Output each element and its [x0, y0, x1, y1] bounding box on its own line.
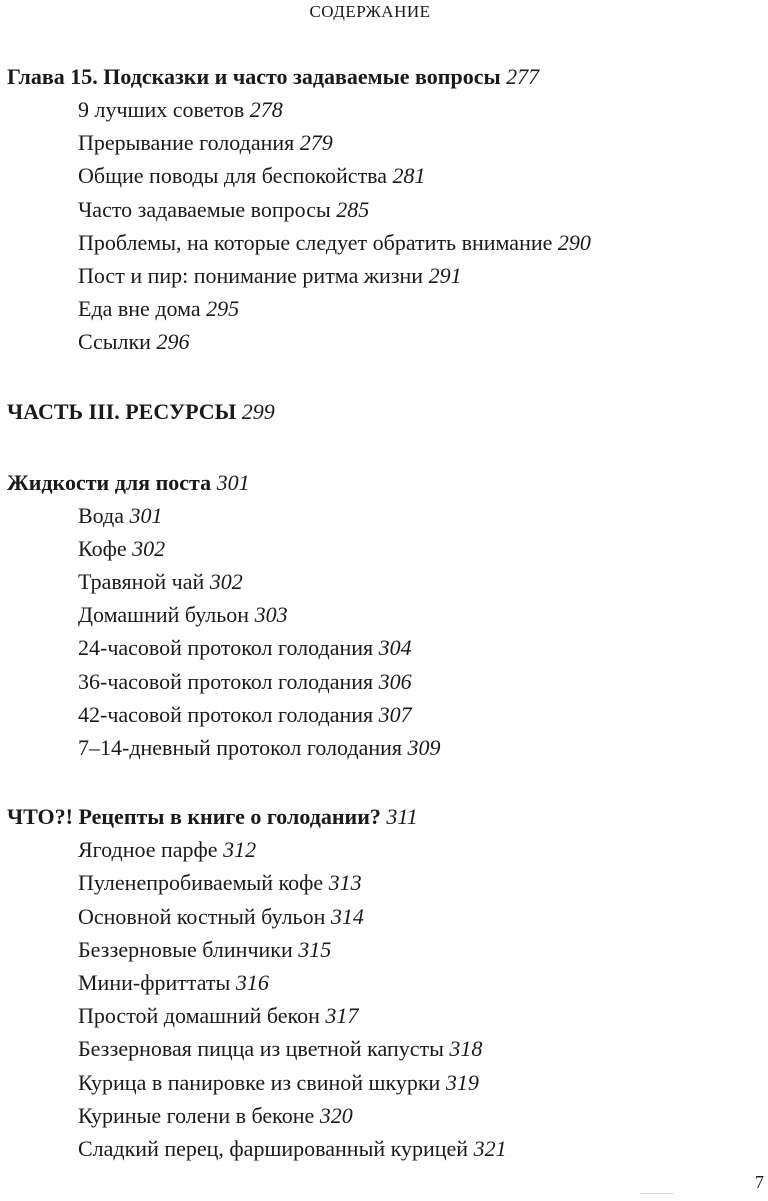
- page-number: 7: [755, 1172, 764, 1192]
- entry-title: Основной костный бульон: [78, 903, 326, 929]
- entry-page-number: 303: [254, 602, 288, 628]
- toc-entry: [0, 1132, 768, 1165]
- entry-title: Домашний бульон: [78, 602, 250, 628]
- toc-entry: [0, 631, 768, 664]
- entry-page-number: 281: [392, 163, 426, 189]
- entry-page-number: 318: [449, 1036, 483, 1062]
- toc-entry: [0, 665, 768, 698]
- toc-section-recipes: [0, 800, 768, 1165]
- toc-entry: [0, 1099, 768, 1132]
- entry-title: 42-часовой протокол голодания: [78, 701, 374, 727]
- entry-page-number: 301: [129, 502, 163, 528]
- toc-entry: [0, 900, 768, 933]
- heading-page-number: 299: [241, 398, 275, 424]
- toc-heading: [0, 395, 768, 428]
- entry-page-number: 316: [235, 970, 269, 996]
- entry-title: Кофе: [78, 535, 127, 561]
- entry-page-number: 295: [206, 296, 240, 322]
- entry-title: Общие поводы для беспокойства: [78, 163, 388, 189]
- entry-title: Прерывание голодания: [78, 130, 295, 156]
- entry-page-number: 278: [249, 97, 283, 122]
- toc-heading: [0, 466, 768, 499]
- heading-title: ЧАСТЬ III. РЕСУРСЫ: [7, 398, 237, 424]
- entry-page-number: 320: [319, 1102, 353, 1128]
- toc-entry: [0, 1032, 768, 1065]
- toc-entry: [0, 565, 768, 598]
- entry-page-number: 296: [156, 329, 190, 355]
- toc-entry: [0, 259, 768, 292]
- heading-page-number: 311: [386, 804, 418, 830]
- entry-page-number: 279: [299, 130, 333, 156]
- entry-page-number: 315: [298, 936, 332, 962]
- entry-title: Сладкий перец, фаршированный курицей: [78, 1136, 469, 1162]
- toc-entry: [0, 698, 768, 731]
- toc-section-chapter-15: [0, 60, 768, 359]
- entry-title: Проблемы, на которые следует обратить внимание: [78, 229, 553, 255]
- entry-page-number: 290: [557, 229, 591, 255]
- entry-page-number: 304: [378, 635, 412, 661]
- entry-page-number: 306: [378, 668, 412, 694]
- entry-title: Часто задаваемые вопросы: [78, 196, 331, 222]
- toc-entry: [0, 866, 768, 899]
- toc-entry: [0, 933, 768, 966]
- divider: [640, 1193, 674, 1194]
- entry-page-number: 314: [330, 903, 364, 929]
- entry-title: Еда вне дома: [78, 296, 201, 322]
- entry-title: Травяной чай: [78, 569, 205, 595]
- entry-page-number: 291: [428, 263, 462, 289]
- entry-page-number: 285: [336, 196, 370, 222]
- entry-title: Беззерновая пицца из цветной капусты: [78, 1036, 444, 1062]
- toc-entry: [0, 966, 768, 999]
- heading-title: Глава 15. Подсказки и часто задаваемые вопросы: [7, 64, 501, 89]
- entry-page-number: 321: [473, 1136, 507, 1162]
- entry-page-number: 313: [328, 870, 362, 896]
- entry-title: Пуленепробиваемый кофе: [78, 870, 324, 896]
- entry-title: Пост и пир: понимание ритма жизни: [78, 263, 424, 289]
- entry-title: Беззерновые блинчики: [78, 936, 293, 962]
- toc-entry: [0, 292, 768, 325]
- running-head: СОДЕРЖАНИЕ: [309, 2, 431, 21]
- toc-entry: [0, 999, 768, 1032]
- toc-entry: [0, 159, 768, 192]
- toc-entry: [0, 532, 768, 565]
- entry-title: Курица в панировке из свиной шкурки: [78, 1069, 441, 1095]
- entry-title: Ссылки: [78, 329, 151, 355]
- heading-title: ЧТО?! Рецепты в книге о голодании?: [7, 804, 381, 830]
- entry-title: Куриные голени в беконе: [78, 1102, 315, 1128]
- toc-entry: [0, 193, 768, 226]
- entry-title: 24-часовой протокол голодания: [78, 635, 374, 661]
- toc-entry: [0, 325, 768, 358]
- entry-title: Ягодное парфе: [78, 837, 218, 863]
- entry-title: Простой домашний бекон: [78, 1003, 320, 1029]
- entry-title: 36-часовой протокол голодания: [78, 668, 374, 694]
- entry-title: 9 лучших советов: [78, 97, 245, 122]
- entry-page-number: 302: [209, 569, 243, 595]
- toc-section-fasting-fluids: [0, 466, 768, 765]
- toc-entry: [0, 598, 768, 631]
- entry-page-number: 309: [407, 735, 441, 761]
- toc-entry: [0, 93, 768, 126]
- heading-page-number: 277: [506, 64, 540, 89]
- entry-title: 7–14-дневный протокол голодания: [78, 735, 402, 761]
- heading-page-number: 301: [216, 469, 250, 495]
- entry-title: Вода: [78, 502, 124, 528]
- toc-entry: [0, 833, 768, 866]
- entry-page-number: 307: [378, 701, 412, 727]
- toc-entry: [0, 226, 768, 259]
- toc-heading: [0, 60, 768, 93]
- entry-page-number: 319: [445, 1069, 479, 1095]
- toc-entry: [0, 499, 768, 532]
- toc-entry: [0, 1066, 768, 1099]
- entry-page-number: 302: [132, 535, 166, 561]
- toc-section-part-3: [0, 395, 768, 428]
- entry-page-number: 312: [223, 837, 257, 863]
- table-of-contents: [0, 60, 768, 1201]
- entry-title: Мини-фриттаты: [78, 970, 231, 996]
- entry-page-number: 317: [325, 1003, 359, 1029]
- toc-entry: [0, 731, 768, 764]
- heading-title: Жидкости для поста: [7, 469, 212, 495]
- toc-entry: [0, 126, 768, 159]
- toc-heading: [0, 800, 768, 833]
